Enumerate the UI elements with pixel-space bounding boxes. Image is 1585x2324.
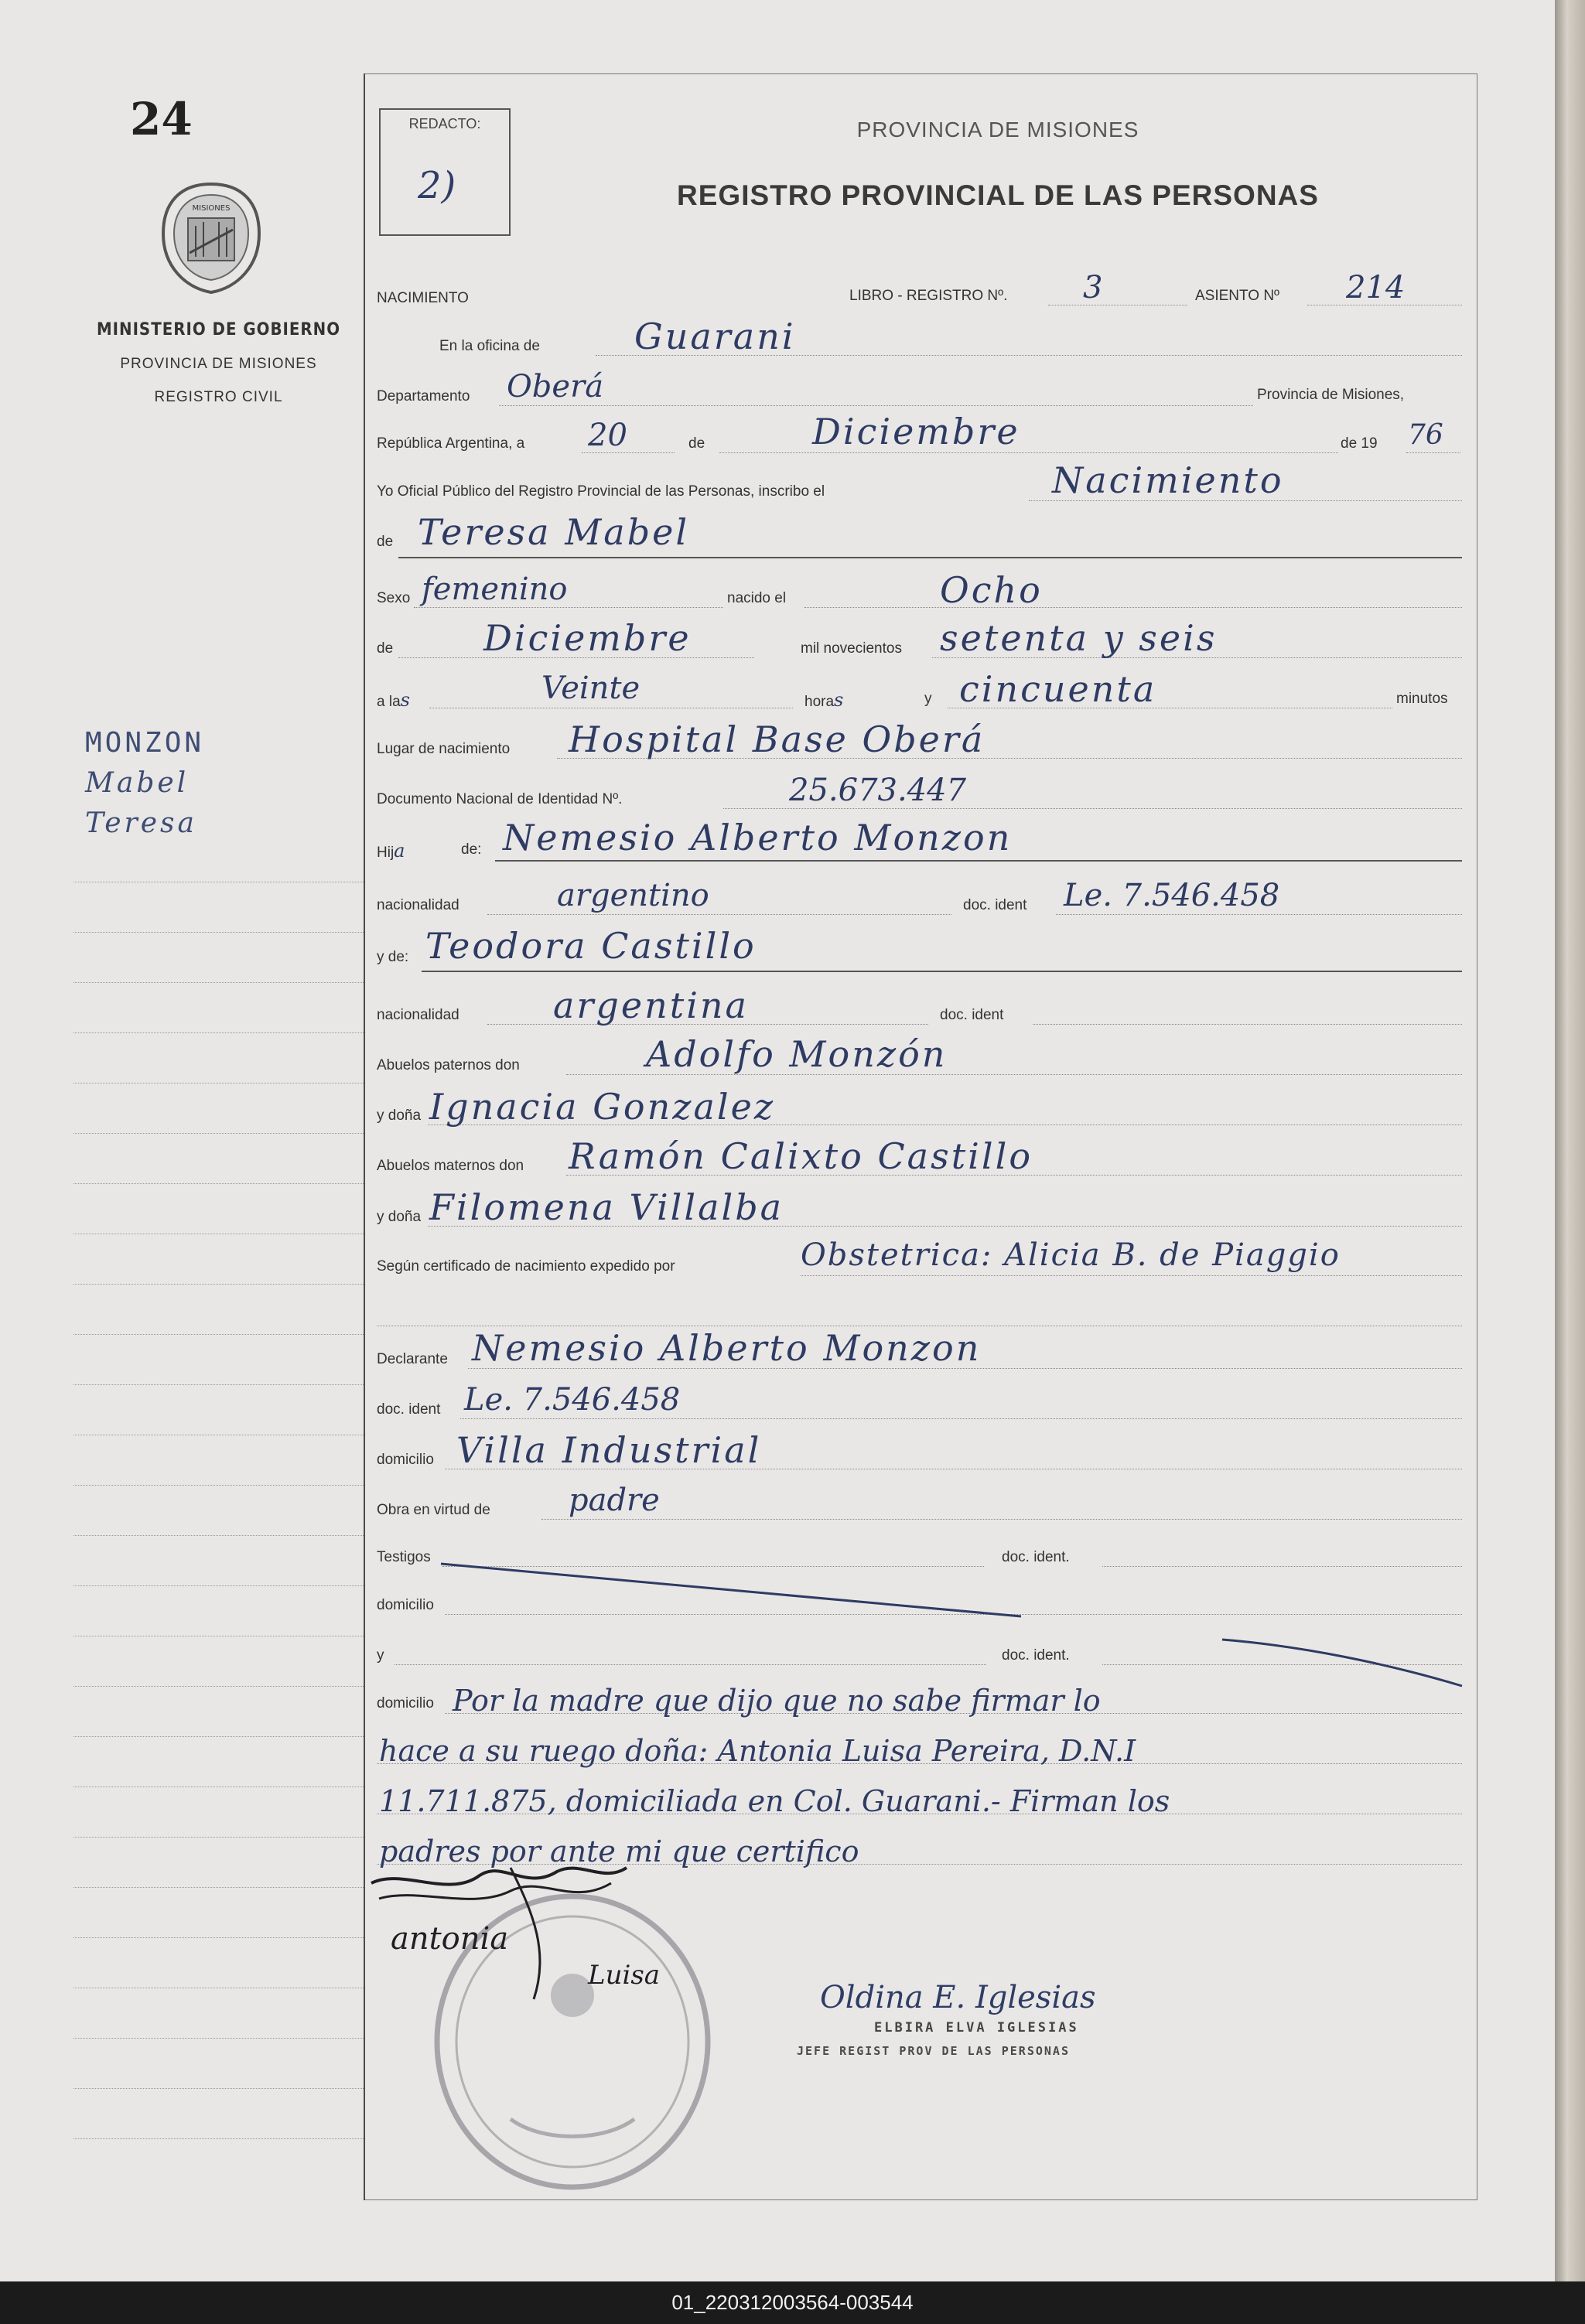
margin-rule-line bbox=[73, 1837, 364, 1838]
book-binding bbox=[1555, 0, 1585, 2281]
rule-nac-padre bbox=[487, 914, 951, 915]
signature-luisa-text: Luisa bbox=[588, 1960, 661, 1991]
rule-certificado bbox=[801, 1275, 1462, 1276]
label-doc-testigo2: doc. ident. bbox=[1002, 1647, 1070, 1664]
label-segun: Según certificado de nacimiento expedido por bbox=[377, 1258, 675, 1275]
label-minutos: minutos bbox=[1396, 691, 1448, 707]
label-lugar: Lugar de nacimiento bbox=[377, 741, 511, 757]
rule-madre bbox=[422, 971, 1462, 972]
value-departamento: Oberá bbox=[507, 369, 604, 404]
value-declarante: Nemesio Alberto Monzon bbox=[472, 1327, 982, 1369]
value-dia: 20 bbox=[588, 418, 627, 453]
text-observaciones-3: 11.711.875, domiciliada en Col. Guarani.- Firman los bbox=[379, 1784, 1170, 1818]
label-y-min: y bbox=[924, 691, 932, 707]
seal-text: MISIONES bbox=[192, 204, 231, 213]
label-declarante: Declarante bbox=[377, 1351, 448, 1367]
value-oficina: Guarani bbox=[634, 316, 796, 357]
label-abuelos-p: Abuelos paternos don bbox=[377, 1057, 520, 1073]
value-minutos: cincuenta bbox=[959, 668, 1157, 710]
strike-through-lines bbox=[433, 1554, 1470, 1701]
value-doc-padre: Le. 7.546.458 bbox=[1064, 878, 1280, 913]
margin-rule-line bbox=[73, 1183, 364, 1184]
value-domicilio: Villa Industrial bbox=[456, 1429, 762, 1471]
label-abuela-m: y doña bbox=[377, 1209, 422, 1225]
label-de-mes: de bbox=[688, 435, 705, 452]
label-oficial: Yo Oficial Público del Registro Provincial de las Personas, inscribo el bbox=[377, 483, 825, 500]
margin-rule-line bbox=[73, 1686, 364, 1687]
label-libro: LIBRO - REGISTRO Nº. bbox=[849, 288, 1008, 304]
value-mes-nac: Diciembre bbox=[483, 617, 692, 659]
rule-doc-declarante bbox=[460, 1418, 1462, 1419]
value-lugar: Hospital Base Oberá bbox=[569, 718, 986, 760]
value-asiento: 214 bbox=[1346, 270, 1406, 305]
label-domicilio: domicilio bbox=[377, 1452, 434, 1468]
value-acta: Nacimiento bbox=[1052, 459, 1284, 501]
rule-year bbox=[1406, 452, 1460, 453]
label-horas: horas bbox=[804, 689, 844, 711]
margin-rule-line bbox=[73, 2088, 364, 2089]
redacto-box bbox=[379, 108, 511, 236]
margin-rule-line bbox=[73, 1887, 364, 1888]
ministry-province: PROVINCIA DE MISIONES bbox=[120, 356, 317, 372]
label-alas: a las bbox=[377, 689, 410, 711]
label-de-mes-nac: de bbox=[377, 640, 394, 657]
margin-rule-line bbox=[73, 1937, 364, 1938]
value-mes: Diciembre bbox=[812, 411, 1020, 452]
rule-nacido bbox=[804, 607, 1462, 608]
value-dni: 25.673.447 bbox=[789, 773, 967, 808]
value-anio: 76 bbox=[1408, 419, 1443, 451]
ministry-registry: REGISTRO CIVIL bbox=[154, 389, 283, 405]
label-provincia: Provincia de Misiones, bbox=[1257, 387, 1405, 403]
value-nac-padre: argentino bbox=[557, 878, 709, 913]
margin-given-name-2: Teresa bbox=[85, 807, 197, 839]
rule-obra bbox=[541, 1519, 1462, 1520]
official-title-stamp: JEFE REGIST PROV DE LAS PERSONAS bbox=[797, 2044, 1070, 2058]
margin-given-name: Mabel bbox=[85, 767, 190, 799]
label-mil: mil novecientos bbox=[801, 640, 902, 657]
label-doc-testigo1: doc. ident. bbox=[1002, 1549, 1070, 1565]
value-anio-letras: setenta y seis bbox=[940, 617, 1218, 659]
label-abuelos-m: Abuelos maternos don bbox=[377, 1158, 524, 1174]
margin-rule-line bbox=[73, 1284, 364, 1285]
label-departamento: Departamento bbox=[377, 388, 470, 404]
text-observaciones-2: hace a su ruego doña: Antonia Luisa Pereira, D.N.I bbox=[379, 1734, 1136, 1768]
margin-rule-line bbox=[73, 2138, 364, 2139]
value-nac-madre: argentina bbox=[553, 985, 749, 1026]
label-y-testigo2: y bbox=[377, 1647, 384, 1664]
redacto-mark: 2) bbox=[418, 164, 456, 207]
rule-padre bbox=[495, 860, 1462, 862]
page-number: 24 bbox=[130, 93, 193, 145]
rule-nombre bbox=[398, 557, 1462, 558]
value-madre: Teodora Castillo bbox=[425, 925, 757, 967]
redacto-label: REDACTO: bbox=[408, 116, 481, 131]
label-domicilio-testigo1: domicilio bbox=[377, 1597, 434, 1613]
label-de-nombre: de bbox=[377, 534, 394, 550]
margin-rule-line bbox=[73, 2038, 364, 2039]
label-asiento: ASIENTO Nº bbox=[1195, 288, 1279, 304]
label-sexo: Sexo bbox=[377, 590, 411, 606]
image-caption: 01_220312003564-003544 bbox=[0, 2281, 1585, 2324]
label-domicilio-testigo2: domicilio bbox=[377, 1695, 434, 1711]
margin-surname: MONZON bbox=[85, 727, 205, 759]
rule-doc-padre bbox=[1056, 914, 1462, 915]
signature-antonia bbox=[356, 1852, 661, 2007]
value-abuelo-m: Ramón Calixto Castillo bbox=[569, 1135, 1033, 1177]
margin-rule-line bbox=[73, 1736, 364, 1737]
value-doc-declarante: Le. 7.546.458 bbox=[464, 1382, 681, 1418]
coat-of-arms-icon bbox=[157, 179, 265, 295]
signature-antonia-text: antonia bbox=[391, 1921, 509, 1957]
value-nacido: Ocho bbox=[940, 569, 1043, 611]
value-hora: Veinte bbox=[541, 671, 640, 706]
label-oficina: En la oficina de bbox=[439, 338, 540, 354]
label-de-padre: de: bbox=[461, 841, 482, 858]
margin-rule-line bbox=[73, 1535, 364, 1536]
official-signature: Oldina E. Iglesias bbox=[820, 1980, 1096, 2015]
label-testigos: Testigos bbox=[377, 1549, 431, 1565]
value-abuela-m: Filomena Villalba bbox=[429, 1186, 784, 1228]
label-documento: Documento Nacional de Identidad Nº. bbox=[377, 791, 623, 807]
margin-rule-line bbox=[73, 932, 364, 933]
ministry-title: MINISTERIO DE GOBIERNO bbox=[96, 320, 341, 340]
official-name-stamp: ELBIRA ELVA IGLESIAS bbox=[874, 2020, 1079, 2036]
label-abuela-p: y doña bbox=[377, 1107, 422, 1124]
label-hij: Hija bbox=[377, 840, 405, 862]
label-doc-padre: doc. ident bbox=[963, 897, 1027, 913]
rule-sexo bbox=[414, 607, 723, 608]
margin-rule-line bbox=[73, 1083, 364, 1084]
rule-mes bbox=[719, 452, 1338, 453]
label-nacimiento: NACIMIENTO bbox=[377, 290, 469, 306]
text-observaciones-1: Por la madre que dijo que no sabe firmar lo bbox=[453, 1684, 1101, 1718]
value-sexo: femenino bbox=[422, 572, 568, 607]
label-doc-declarante: doc. ident bbox=[377, 1401, 441, 1418]
header-registry: REGISTRO PROVINCIAL DE LAS PERSONAS bbox=[677, 179, 1319, 211]
label-y-de-madre: y de: bbox=[377, 949, 409, 965]
value-nombre: Teresa Mabel bbox=[418, 511, 690, 553]
header-province: PROVINCIA DE MISIONES bbox=[856, 118, 1139, 142]
label-de-year: de 19 bbox=[1341, 435, 1378, 452]
value-certificado: Obstetrica: Alicia B. de Piaggio bbox=[801, 1237, 1341, 1273]
rule-dni bbox=[723, 808, 1462, 809]
margin-rule-line bbox=[73, 1384, 364, 1385]
value-abuela-p: Ignacia Gonzalez bbox=[429, 1086, 776, 1128]
label-nacido: nacido el bbox=[727, 590, 787, 606]
rule-departamento bbox=[499, 405, 1253, 406]
label-nac-madre: nacionalidad bbox=[377, 1007, 459, 1023]
label-obra: Obra en virtud de bbox=[377, 1502, 490, 1518]
value-libro: 3 bbox=[1083, 270, 1103, 305]
value-obra: padre bbox=[569, 1483, 660, 1518]
label-nac-padre: nacionalidad bbox=[377, 897, 459, 913]
label-republica: República Argentina, a bbox=[377, 435, 525, 452]
margin-rule-line bbox=[73, 1485, 364, 1486]
rule-doc-madre bbox=[1033, 1024, 1462, 1025]
margin-rule-line bbox=[73, 1585, 364, 1586]
label-doc-madre: doc. ident bbox=[940, 1007, 1004, 1023]
text-observaciones-4: padres por ante mi que certifico bbox=[379, 1834, 859, 1868]
margin-rule-line bbox=[73, 1334, 364, 1335]
value-abuelo-p: Adolfo Monzón bbox=[646, 1033, 948, 1075]
margin-rule-line bbox=[73, 1032, 364, 1033]
value-padre: Nemesio Alberto Monzon bbox=[503, 817, 1013, 858]
margin-rule-line bbox=[73, 1133, 364, 1134]
margin-rule-line bbox=[73, 982, 364, 983]
